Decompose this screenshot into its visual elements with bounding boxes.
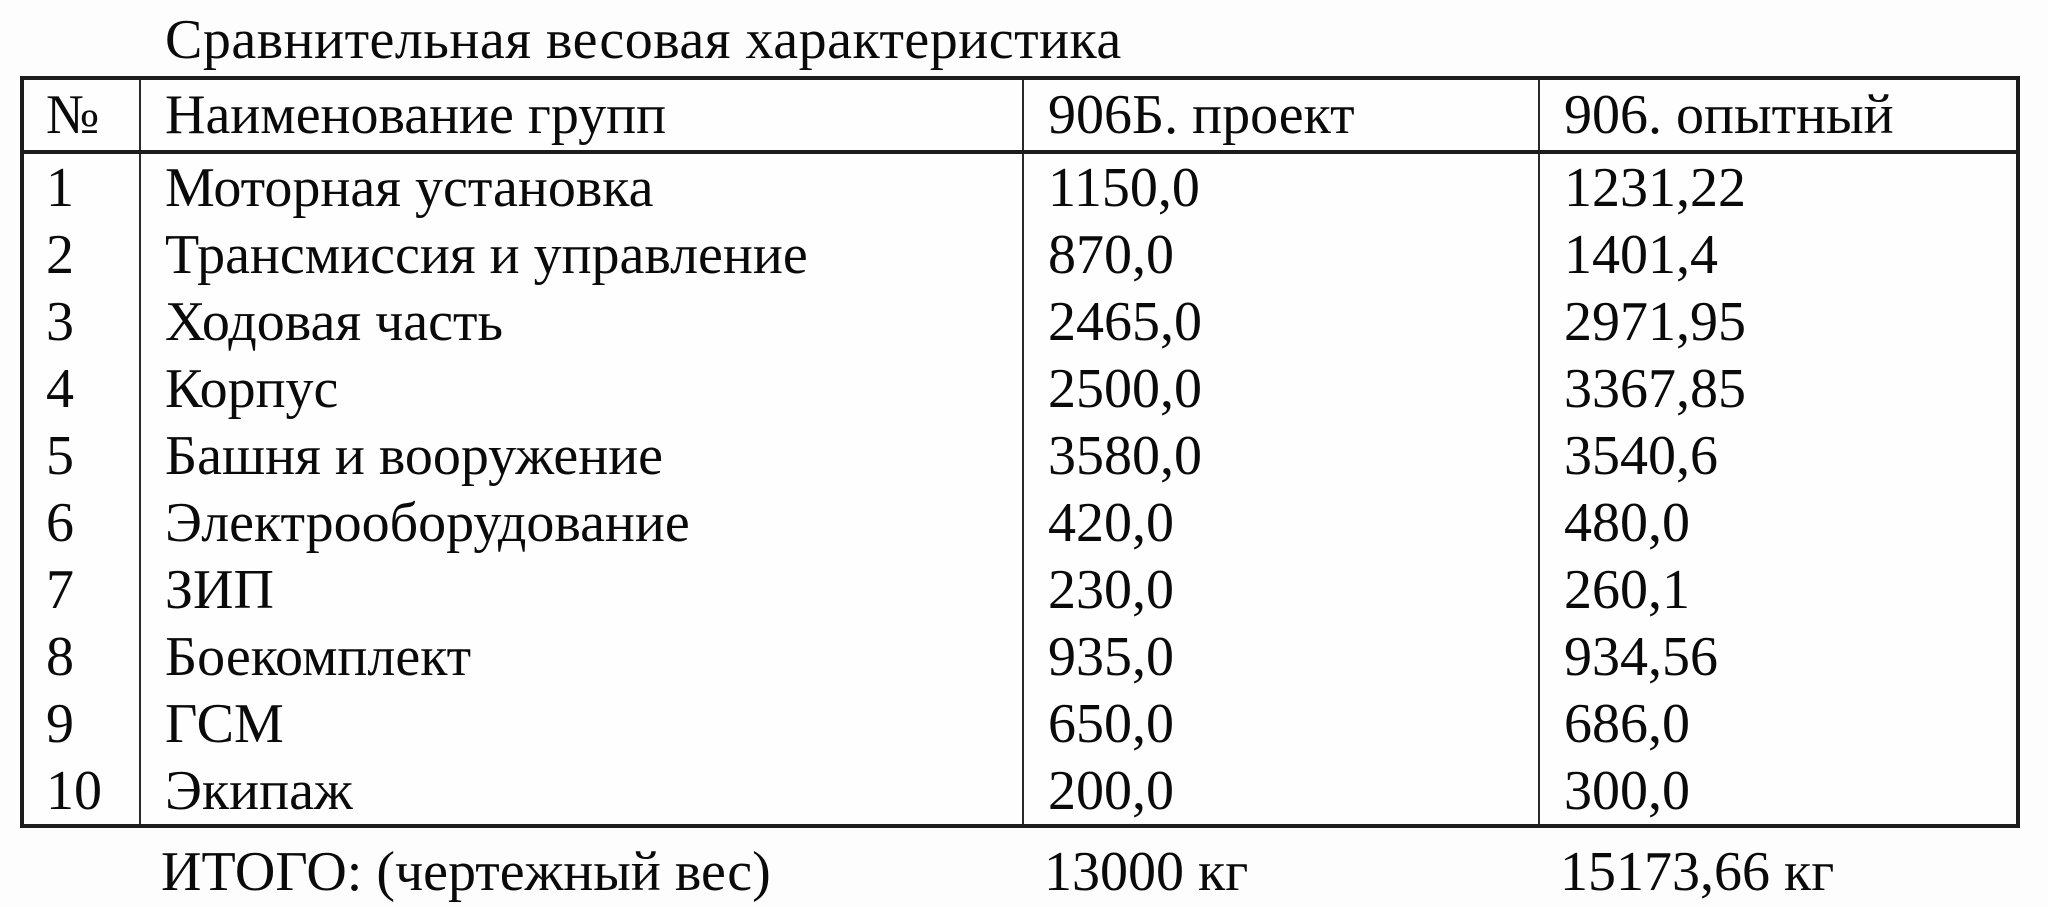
- experimental-value: 260,1: [1564, 558, 1690, 621]
- table-row: [24, 489, 2016, 556]
- document-page: [0, 10, 2048, 907]
- experimental-value: 3540,6: [1564, 424, 1718, 487]
- table-row: [24, 690, 2016, 757]
- total-experimental-value: 15173,66 кг: [1560, 841, 1835, 903]
- project-value: 935,0: [1024, 623, 1540, 690]
- total-project-value: 13000 кг: [1044, 841, 1249, 903]
- table-header-row: [24, 80, 2016, 154]
- row-number: 7: [24, 556, 141, 623]
- group-name: Боекомплект: [141, 623, 1024, 690]
- table-total-row: [20, 832, 2020, 907]
- row-number: 9: [24, 690, 141, 757]
- col-header-experimental-906: 906. опытный: [1564, 84, 1894, 146]
- project-value: 650,0: [1024, 690, 1540, 757]
- experimental-value: 480,0: [1564, 491, 1690, 554]
- row-number: 2: [24, 221, 141, 288]
- table-row: [24, 154, 2016, 221]
- group-name: Ходовая часть: [141, 288, 1024, 355]
- table-title: Сравнительная весовая характеристика: [165, 9, 1122, 71]
- experimental-value: 300,0: [1564, 759, 1690, 822]
- group-name: Экипаж: [141, 757, 1024, 824]
- project-value: 230,0: [1024, 556, 1540, 623]
- table-row: [24, 288, 2016, 355]
- weight-comparison-table: [20, 76, 2020, 828]
- project-value: 200,0: [1024, 757, 1540, 824]
- table-row: [24, 623, 2016, 690]
- group-name: Электрооборудование: [141, 489, 1024, 556]
- row-number: 3: [24, 288, 141, 355]
- row-number: 10: [24, 757, 141, 824]
- project-value: 870,0: [1024, 221, 1540, 288]
- experimental-value: 1401,4: [1564, 223, 1718, 286]
- group-name: Трансмиссия и управление: [141, 221, 1024, 288]
- experimental-value: 686,0: [1564, 692, 1690, 755]
- project-value: 420,0: [1024, 489, 1540, 556]
- table-row: [24, 757, 2016, 824]
- col-header-number: №: [24, 80, 141, 150]
- table-row: [24, 556, 2016, 623]
- row-number: 8: [24, 623, 141, 690]
- col-header-group-name: Наименование групп: [141, 80, 1024, 150]
- project-value: 2500,0: [1024, 355, 1540, 422]
- project-value: 2465,0: [1024, 288, 1540, 355]
- group-name: Башня и вооружение: [141, 422, 1024, 489]
- row-number: 5: [24, 422, 141, 489]
- row-number: 6: [24, 489, 141, 556]
- col-header-project-906b: 906Б. проект: [1024, 80, 1540, 150]
- group-name: Корпус: [141, 355, 1024, 422]
- experimental-value: 2971,95: [1564, 290, 1746, 353]
- project-value: 1150,0: [1024, 154, 1540, 221]
- group-name: Моторная установка: [141, 154, 1024, 221]
- experimental-value: 3367,85: [1564, 357, 1746, 420]
- group-name: ЗИП: [141, 556, 1024, 623]
- total-label: ИТОГО: (чертежный вес): [161, 841, 771, 903]
- experimental-value: 1231,22: [1564, 156, 1746, 219]
- row-number: 1: [24, 154, 141, 221]
- table-row: [24, 422, 2016, 489]
- table-row: [24, 355, 2016, 422]
- total-spacer: [20, 832, 137, 907]
- table-row: [24, 221, 2016, 288]
- row-number: 4: [24, 355, 141, 422]
- experimental-value: 934,56: [1564, 625, 1718, 688]
- group-name: ГСМ: [141, 690, 1024, 757]
- project-value: 3580,0: [1024, 422, 1540, 489]
